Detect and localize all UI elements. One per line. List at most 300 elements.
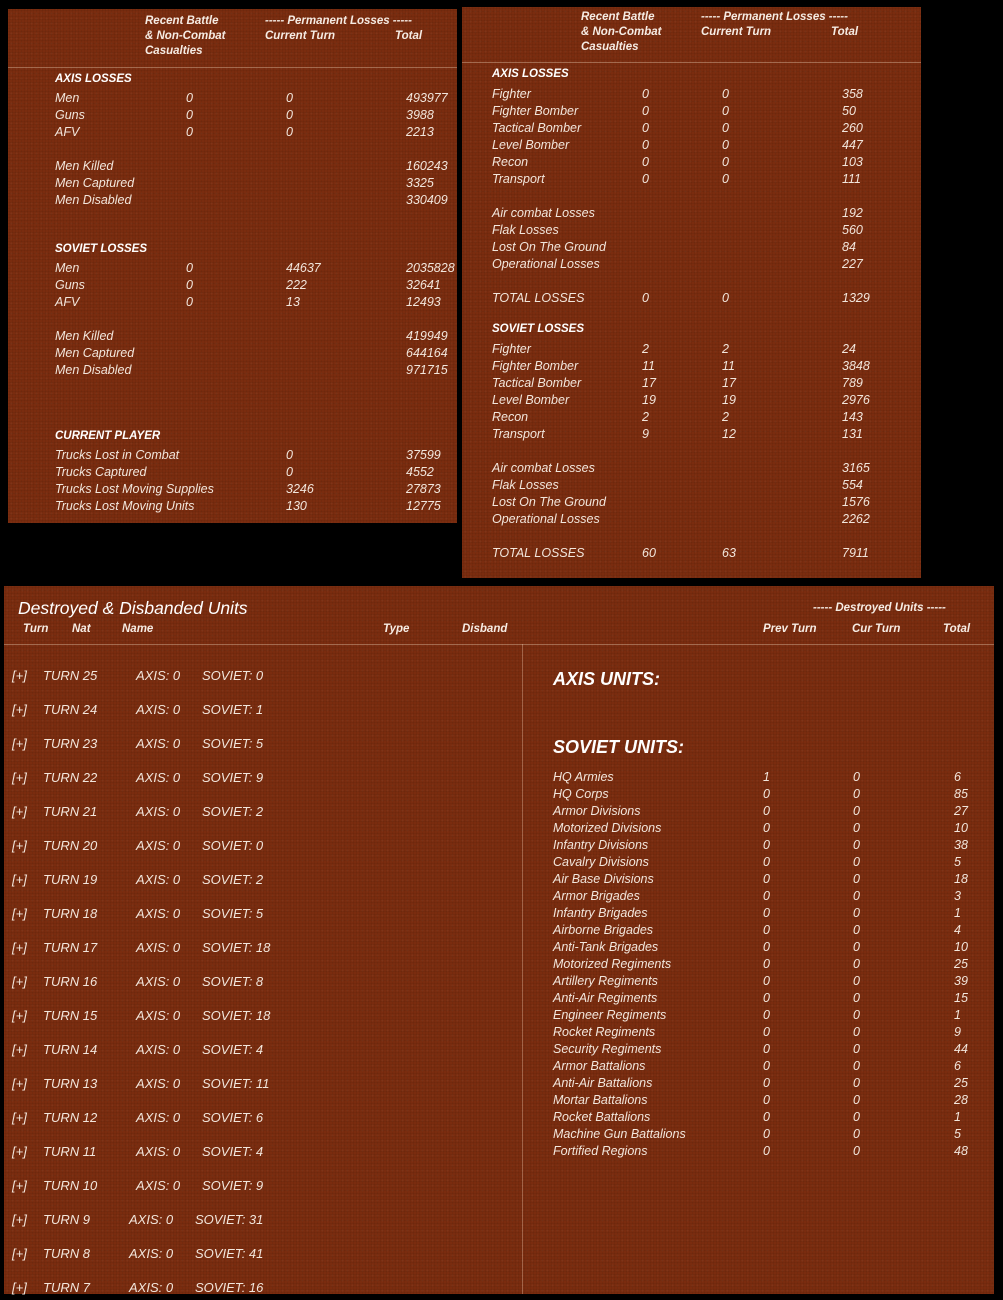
stat-label: Machine Gun Battalions [553,1127,686,1141]
stat-total: 84 [842,240,856,254]
stat-row [462,172,921,189]
stat-label: Recon [492,155,529,169]
stat-cur: 0 [853,855,860,869]
stat-prev: 0 [763,1008,770,1022]
stat-label: Mortar Battalions [553,1093,648,1107]
col-turn[interactable]: Turn [23,623,49,635]
stat-total: 560 [842,223,863,237]
stat-label: Fortified Regions [553,1144,648,1158]
stat-current: 0 [722,138,729,152]
stat-current: 0 [722,155,729,169]
stat-row [8,499,457,516]
turn-label: TURN 21 [43,804,98,819]
expand-toggle[interactable]: [+] [12,804,27,819]
stat-total: 644164 [406,346,448,360]
stat-recent: 0 [642,155,649,169]
stat-prev: 0 [763,1076,770,1090]
stat-label: Flak Losses [492,478,559,492]
stat-total: 1 [954,906,961,920]
axis-count: AXIS: 0 [136,940,181,955]
axis-count: AXIS: 0 [136,838,181,853]
stat-cur: 0 [853,906,860,920]
stat-prev: 0 [763,872,770,886]
turn-label: TURN 16 [43,974,98,989]
stat-total: 38 [954,838,968,852]
stat-row [4,821,994,838]
stat-label: Men Captured [55,346,135,360]
stat-recent: 0 [642,138,649,152]
stat-row [4,1144,994,1161]
stat-label: Lost On The Ground [492,240,606,254]
stat-row [4,855,994,872]
stat-label: AFV [55,295,80,309]
stat-row [8,448,457,465]
stat-label: Guns [55,278,85,292]
turn-label: TURN 20 [43,838,98,853]
stat-label: Level Bomber [492,393,570,407]
stat-cur: 0 [853,1127,860,1141]
total-header: Total [395,30,423,42]
turn-label: TURN 19 [43,872,98,887]
stat-row [8,329,457,346]
axis-count: AXIS: 0 [136,1076,181,1091]
stat-total: 3325 [406,176,434,190]
expand-toggle[interactable]: [+] [12,940,27,955]
stat-total: 789 [842,376,863,390]
stat-total: 131 [842,427,863,441]
air-losses-panel [462,7,921,578]
stat-label: Cavalry Divisions [553,855,649,869]
stat-label: Motorized Divisions [553,821,662,835]
turn-row[interactable] [4,1280,994,1300]
stat-total: 37599 [406,448,441,462]
stat-recent: 0 [642,121,649,135]
stat-total: 103 [842,155,863,169]
stat-cur: 0 [853,991,860,1005]
stat-current: 0 [722,121,729,135]
stat-total: 419949 [406,329,448,343]
turn-label: TURN 11 [43,1144,97,1159]
stat-total: 160243 [406,159,448,173]
stat-total: 44 [954,1042,968,1056]
stat-prev: 0 [763,838,770,852]
soviet-count: SOVIET: 9 [202,1178,264,1193]
stat-row [4,770,994,787]
stat-total: 7911 [842,546,869,560]
stat-label: Air combat Losses [492,206,595,220]
turn-row[interactable] [4,1212,994,1232]
stat-row [4,906,994,923]
col-prev-turn[interactable]: Prev Turn [763,623,817,635]
stat-row [8,465,457,482]
stat-label: Armor Brigades [553,889,640,903]
stat-label: Fighter Bomber [492,104,579,118]
stat-row [8,295,457,312]
stat-row [4,991,994,1008]
current-turn-header: Current Turn [701,26,772,38]
stat-recent: 0 [642,172,649,186]
expand-toggle[interactable]: [+] [12,668,27,683]
stat-row [4,1127,994,1144]
stat-current: 63 [722,546,736,560]
stat-total: 358 [842,87,863,101]
stat-current: 13 [286,295,300,309]
stat-recent: 60 [642,546,656,560]
stat-total: 85 [954,787,968,801]
total-row [462,291,921,308]
stat-row [4,1076,994,1093]
soviet-count: SOVIET: 4 [202,1042,264,1057]
stat-current: 0 [286,108,293,122]
col-name[interactable]: Name [122,623,154,635]
expand-toggle[interactable]: [+] [12,770,27,785]
header-divider [462,62,921,63]
stat-prev: 0 [763,804,770,818]
expand-toggle[interactable]: [+] [12,974,27,989]
turn-row[interactable] [4,1246,994,1266]
axis-count: AXIS: 0 [136,1178,181,1193]
stat-cur: 0 [853,804,860,818]
turn-label: TURN 14 [43,1042,98,1057]
stat-recent: 2 [642,342,649,356]
turn-label: TURN 8 [43,1246,90,1261]
col-disband[interactable]: Disband [462,623,508,635]
stat-total: 330409 [406,193,448,207]
current-turn-header: Current Turn [265,30,336,42]
col-cur-turn[interactable]: Cur Turn [852,623,901,635]
stat-label: Trucks Captured [55,465,147,479]
stat-total: 39 [954,974,968,988]
soviet-count: SOVIET: 1 [202,702,264,717]
axis-count: AXIS: 0 [136,770,181,785]
axis-count: AXIS: 0 [136,1144,181,1159]
stat-label: Men Disabled [55,363,132,377]
stat-total: 227 [842,257,863,271]
axis-count: AXIS: 0 [136,804,181,819]
stat-row [462,240,921,257]
header-divider [8,67,457,68]
soviet-count: SOVIET: 8 [202,974,264,989]
stat-prev: 0 [763,855,770,869]
expand-toggle[interactable]: [+] [12,1110,27,1125]
stat-row [4,957,994,974]
stat-label: Air Base Divisions [553,872,654,886]
stat-label: Trucks Lost Moving Supplies [55,482,214,496]
stat-total: 447 [842,138,863,152]
stat-total: 4552 [406,465,434,479]
stat-row [4,940,994,957]
stat-label: Transport [492,172,545,186]
stat-total: 554 [842,478,863,492]
turn-row[interactable] [4,668,994,688]
turn-row[interactable] [4,702,994,722]
stat-recent: 0 [186,91,193,105]
stat-current: 0 [286,125,293,139]
axis-count: AXIS: 0 [136,736,181,751]
stat-row [462,138,921,155]
stat-total: 2213 [406,125,434,139]
soviet-count: SOVIET: 18 [202,1008,271,1023]
stat-recent: 0 [186,261,193,275]
stat-current: 2 [722,342,729,356]
recent-battle-header: Recent Battle & Non-Combat Casualties [145,15,226,57]
stat-total: 3 [954,889,961,903]
stat-prev: 0 [763,923,770,937]
stat-row [462,104,921,121]
stat-total: 3165 [842,461,870,475]
stat-label: Level Bomber [492,138,570,152]
soviet-count: SOVIET: 31 [195,1212,264,1227]
stat-label: HQ Armies [553,770,614,784]
stat-label: Men Captured [55,176,135,190]
stat-current: 0 [722,87,729,101]
stat-prev: 0 [763,1025,770,1039]
stat-current: 0 [286,91,293,105]
stat-prev: 1 [763,770,770,784]
stat-total: 1576 [842,495,870,509]
stat-total: 10 [954,940,968,954]
stat-cur: 0 [853,1025,860,1039]
stat-row [4,1059,994,1076]
stat-label: Armor Battalions [553,1059,646,1073]
stat-prev: 0 [763,1042,770,1056]
soviet-count: SOVIET: 11 [202,1076,270,1091]
stat-total: 2976 [842,393,870,407]
stat-row [462,206,921,223]
stat-label: Fighter [492,87,531,101]
stat-label: Flak Losses [492,223,559,237]
stat-total: 111 [842,172,862,186]
stat-recent: 0 [186,295,193,309]
stat-label: Fighter [492,342,531,356]
stat-total: 6 [954,1059,961,1073]
col-total[interactable]: Total [943,623,971,635]
soviet-count: SOVIET: 9 [202,770,264,785]
stat-total: 12775 [406,499,441,513]
stat-label: Operational Losses [492,257,600,271]
expand-toggle[interactable]: [+] [12,702,27,717]
stat-total: 3848 [842,359,870,373]
stat-cur: 0 [853,1144,860,1158]
permanent-losses-header: ----- Permanent Losses ----- [701,11,848,23]
stat-label: Operational Losses [492,512,600,526]
axis-count: AXIS: 0 [136,872,181,887]
stat-row [4,1093,994,1110]
stat-total: 143 [842,410,863,424]
stat-label: Infantry Divisions [553,838,649,852]
stat-total: 24 [842,342,856,356]
stat-current: 222 [286,278,307,292]
stat-row [8,108,457,125]
stat-row [4,923,994,940]
soviet-count: SOVIET: 4 [202,1144,264,1159]
stat-label: Tactical Bomber [492,121,582,135]
expand-toggle[interactable]: [+] [12,906,27,921]
stat-row [8,176,457,193]
stat-current: 0 [286,465,293,479]
stat-current: 19 [722,393,736,407]
expand-toggle[interactable]: [+] [12,1076,27,1091]
stat-row [462,427,921,444]
stat-current: 0 [722,291,729,305]
stat-label: Engineer Regiments [553,1008,667,1022]
soviet-count: SOVIET: 5 [202,906,264,921]
expand-toggle[interactable]: [+] [12,1008,27,1023]
stat-total: 192 [842,206,863,220]
axis-count: AXIS: 0 [136,974,181,989]
stat-total: 48 [954,1144,968,1158]
expand-toggle[interactable]: [+] [12,1246,27,1261]
stat-total: 32641 [406,278,441,292]
stat-row [4,1025,994,1042]
stat-row [462,342,921,359]
expand-toggle[interactable]: [+] [12,736,27,751]
stat-total: 1329 [842,291,870,305]
stat-cur: 0 [853,838,860,852]
stat-current: 3246 [286,482,314,496]
stat-total: 1 [954,1008,961,1022]
expand-toggle[interactable]: [+] [12,1144,27,1159]
col-nat[interactable]: Nat [72,623,91,635]
expand-toggle[interactable]: [+] [12,1042,27,1057]
expand-toggle[interactable]: [+] [12,1178,27,1193]
header-divider [4,644,994,645]
stat-cur: 0 [853,957,860,971]
panel-title: Destroyed & Disbanded Units [18,598,248,618]
stat-total: 27873 [406,482,441,496]
turn-row[interactable] [4,736,994,756]
stat-total: 5 [954,1127,961,1141]
turn-row[interactable] [4,1178,994,1198]
stat-total: 50 [842,104,856,118]
turn-label: TURN 15 [43,1008,98,1023]
stat-total: 18 [954,872,968,886]
stat-label: Security Regiments [553,1042,662,1056]
stat-recent: 0 [186,125,193,139]
soviet-count: SOVIET: 0 [202,668,264,683]
turn-label: TURN 7 [43,1280,90,1295]
current-player-title: CURRENT PLAYER [55,430,161,442]
stat-prev: 0 [763,1110,770,1124]
stat-recent: 19 [642,393,656,407]
turn-label: TURN 9 [43,1212,90,1227]
soviet-count: SOVIET: 6 [202,1110,264,1125]
stat-label: Anti-Air Battalions [553,1076,653,1090]
soviet-count: SOVIET: 5 [202,736,264,751]
axis-units-title: AXIS UNITS: [553,669,661,689]
destroyed-units-header: ----- Destroyed Units ----- [813,602,946,614]
stat-cur: 0 [853,872,860,886]
stat-cur: 0 [853,821,860,835]
turn-label: TURN 22 [43,770,98,785]
stat-recent: 0 [642,87,649,101]
stat-label: Armor Divisions [553,804,641,818]
soviet-count: SOVIET: 2 [202,804,264,819]
soviet-units-title: SOVIET UNITS: [553,737,685,757]
stat-label: HQ Corps [553,787,609,801]
stat-total: 2262 [842,512,870,526]
ground-losses-panel [8,9,457,523]
stat-row [8,482,457,499]
axis-count: AXIS: 0 [136,1008,181,1023]
stat-label: Airborne Brigades [553,923,654,937]
col-type[interactable]: Type [383,623,410,635]
stat-label: TOTAL LOSSES [492,546,585,560]
expand-toggle[interactable]: [+] [12,872,27,887]
expand-toggle[interactable]: [+] [12,1212,27,1227]
axis-count: AXIS: 0 [129,1212,174,1227]
stat-cur: 0 [853,1008,860,1022]
stat-cur: 0 [853,1076,860,1090]
stat-recent: 11 [642,359,655,373]
stat-cur: 0 [853,889,860,903]
stat-current: 0 [722,104,729,118]
stat-row [4,974,994,991]
stat-total: 2035828 [406,261,455,275]
stat-total: 12493 [406,295,441,309]
stat-label: Men Killed [55,329,114,343]
stat-row [462,478,921,495]
stat-row [8,125,457,142]
stat-recent: 2 [642,410,649,424]
stat-cur: 0 [853,787,860,801]
stat-total: 15 [954,991,968,1005]
stat-total: 493977 [406,91,448,105]
stat-cur: 0 [853,923,860,937]
stat-label: Artillery Regiments [553,974,658,988]
stat-prev: 0 [763,974,770,988]
stat-label: Men [55,261,80,275]
stat-current: 130 [286,499,307,513]
stat-row [462,376,921,393]
stat-row [4,838,994,855]
stat-label: Men [55,91,80,105]
stat-recent: 0 [642,291,649,305]
expand-toggle[interactable]: [+] [12,838,27,853]
stat-cur: 0 [853,1110,860,1124]
stat-total: 3988 [406,108,434,122]
permanent-losses-header: ----- Permanent Losses ----- [265,15,412,27]
turn-label: TURN 10 [43,1178,98,1193]
stat-label: Rocket Regiments [553,1025,656,1039]
soviet-losses-title: SOVIET LOSSES [55,243,148,255]
stat-cur: 0 [853,1059,860,1073]
stat-row [462,495,921,512]
stat-current: 11 [722,359,735,373]
stat-row [8,363,457,380]
stat-total: 260 [842,121,863,135]
stat-row [462,155,921,172]
axis-count: AXIS: 0 [136,668,181,683]
axis-count: AXIS: 0 [136,702,181,717]
stat-row [4,787,994,804]
axis-losses-title: AXIS LOSSES [55,73,132,85]
stat-total: 25 [954,1076,968,1090]
expand-toggle[interactable]: [+] [12,1280,27,1295]
stat-prev: 0 [763,821,770,835]
stat-row [462,512,921,529]
stat-prev: 0 [763,787,770,801]
stat-current: 0 [286,448,293,462]
stat-row [462,223,921,240]
recent-battle-header: Recent Battle & Non-Combat Casualties [581,11,662,53]
stat-prev: 0 [763,1144,770,1158]
stat-recent: 17 [642,376,656,390]
turn-label: TURN 24 [43,702,98,717]
total-row [462,546,921,563]
stat-label: Men Killed [55,159,114,173]
stat-recent: 0 [186,278,193,292]
